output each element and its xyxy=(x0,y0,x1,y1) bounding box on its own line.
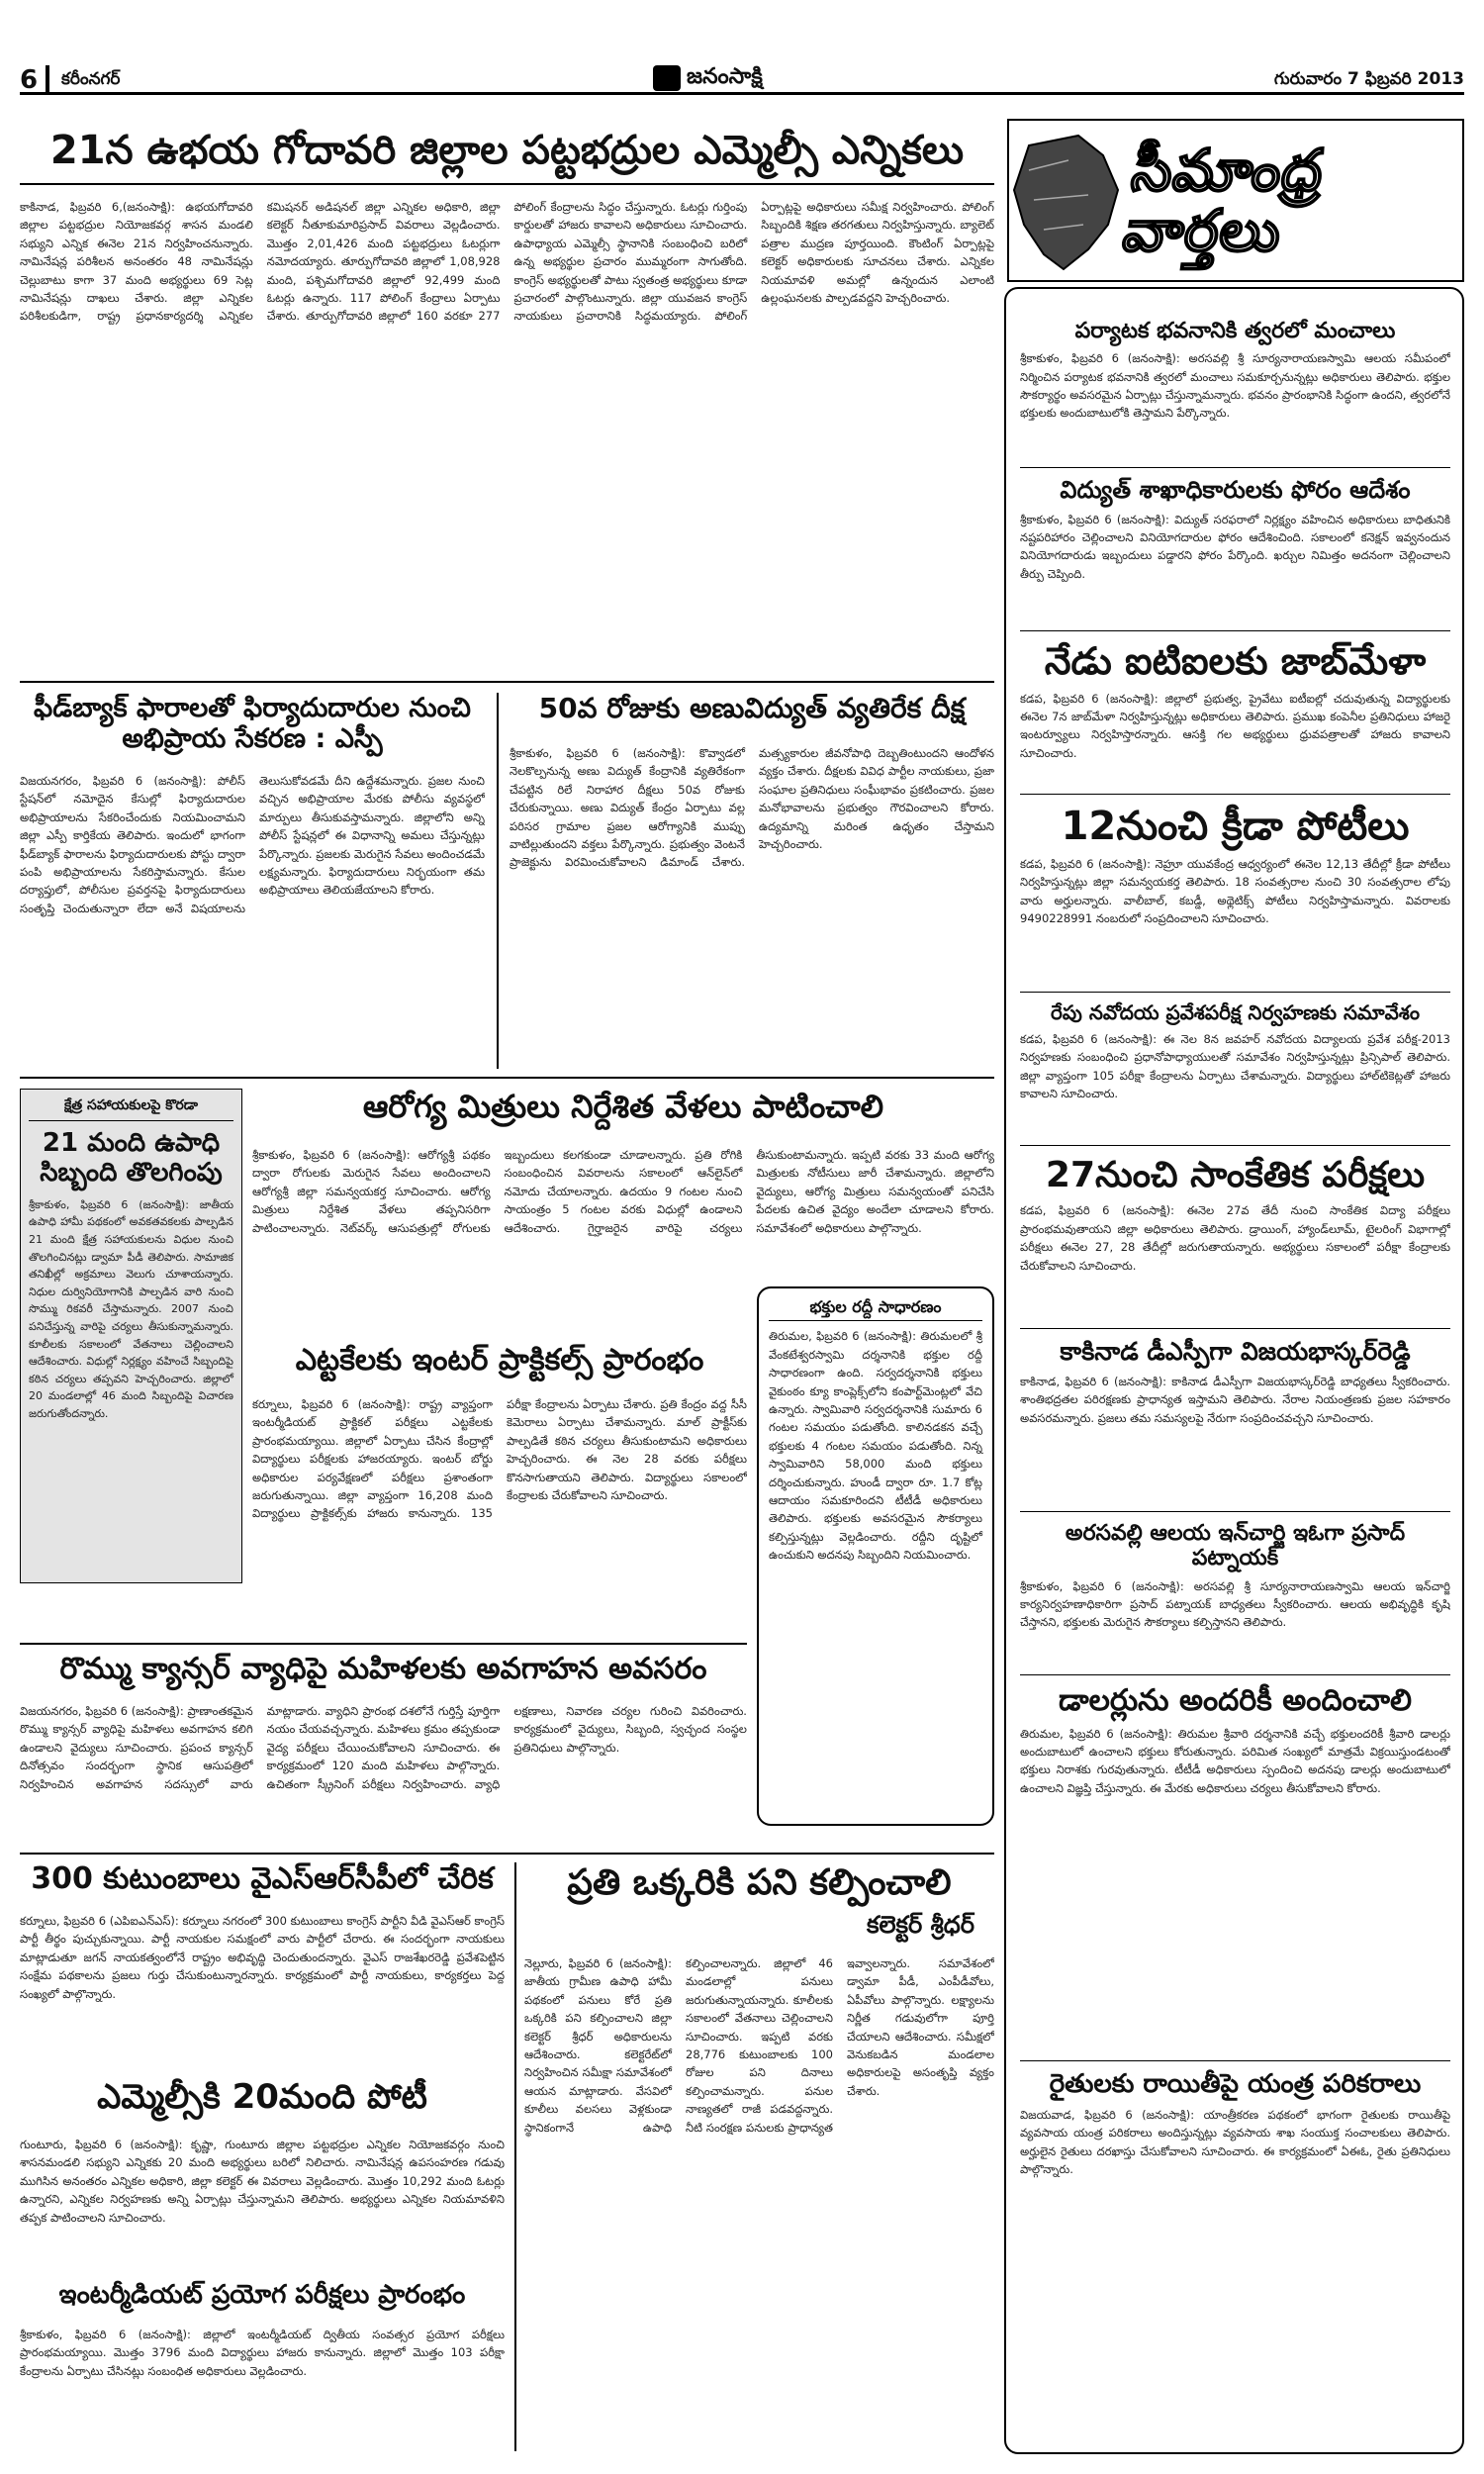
sidebar-item-body: తిరుమల, ఫిబ్రవరి 6 (జనంసాక్షి): తిరుమల శ్రీవారి దర్శనానికి వచ్చే భక్తులందరికీ శ్రీవారి డాలర్లు అందుబాటులో ఉంచాలని భక్తులు కోరుతున్నారు. పరిమిత సంఖ్యలో మాత్రమే విక్రయిస్తుండటంతో భక్తులు నిరాశకు గురవుతున్నారు. టీటీడీ అధికారులు స్పందించి అదనపు డాలర్లు అందుబాటులో ఉంచాలని విజ్ఞప్తి చేస్తున్నారు. ఈ మేరకు అధికారులు చర్యలు తీసుకోవాలని కోరారు. xyxy=(1020,1726,1450,1795)
sidebar-item-headline: అరసవల్లి ఆలయ ఇన్‌చార్జి ఇఓగా ప్రసాద్ పట్నాయక్ xyxy=(1065,1521,1406,1571)
logo-icon xyxy=(653,65,681,91)
sidebar-item-headline: రేపు నవోదయ ప్రవేశపరీక్ష నిర్వహణకు సమావేశం xyxy=(1051,1000,1420,1024)
sidebar-item-body: కాకినాడ, ఫిబ్రవరి 6 (జనంసాక్షి): కాకినాడ డీఎస్పీగా విజయభాస్కర్‌రెడ్డి బాధ్యతలు స్వీకరించారు. శాంతిభద్రతల పరిరక్షణకు ప్రాధాన్యత ఇస్తామని తెలిపారు. నేరాల నియంత్రణకు ప్రజల సహకారం అవసరమన్నారు. ప్రజలు తమ సమస్యలపై నేరుగా సంప్రదించవచ్చని సూచించారు. xyxy=(1020,1374,1450,1425)
column-divider xyxy=(514,1862,516,2451)
sidebar-item-body: శ్రీకాకుళం, ఫిబ్రవరి 6 (జనంసాక్షి): విద్యుత్ సరఫరాలో నిర్లక్ష్యం వహించిన అధికారులు బాధితునికి నష్టపరిహారం చెల్లించాలని వినియోగదారుల ఫోరం ఆదేశించింది. సకాలంలో కనెక్షన్ ఇవ్వనందున వినియోగదారుడు ఇబ్బందులు పడ్డారని ఫోరం పేర్కొంది. ఖర్చుల నిమిత్తం అదనంగా చెల్లించాలని తీర్పు చెప్పింది. xyxy=(1020,512,1450,581)
inter-practicals-body: కర్నూలు, ఫిబ్రవరి 6 (జనంసాక్షి): రాష్ట్ర వ్యాప్తంగా ఇంటర్మీడియట్ ప్రాక్టికల్ పరీక్షలు ఎట్టకేలకు ప్రారంభమయ్యాయి. జిల్లాలో ఏర్పాటు చేసిన కేంద్రాల్లో విద్యార్థులు పరీక్షలకు హాజరయ్యారు. ఇంటర్ బోర్డు అధికారుల పర్యవేక్షణలో పరీక్షలు ప్రశాంతంగా జరుగుతున్నాయి. జిల్లా వ్యాప్తంగా 16,208 మంది విద్యార్థులు ప్రాక్టికల్స్‌కు హాజరు కానున్నారు. 135 పరీక్షా కేంద్రాలను ఏర్పాటు చేశారు. ప్రతి కేంద్రం వద్ద సీసీ కెమెరాలు ఏర్పాటు చేశామన్నారు. మాల్ ప్రాక్టీస్‌కు పాల్పడితే కఠిన చర్యలు తీసుకుంటామని అధికారులు హెచ్చరించారు. ఈ నెల 28 వరకు పరీక్షలు కొనసాగుతాయని తెలిపారు. విద్యార్థులు సకాలంలో కేంద్రాలకు చేరుకోవాలని సూచించారు. xyxy=(252,1397,747,1521)
newspaper-name: జనంసాక్షి xyxy=(687,64,763,89)
pani-byline: కలెక్టర్ శ్రీధర్ xyxy=(866,1911,974,1939)
sidebar-divider xyxy=(1020,1328,1450,1329)
mlc-potee-body: గుంటూరు, ఫిబ్రవరి 6 (జనంసాక్షి): కృష్ణా, గుంటూరు జిల్లాల పట్టభద్రుల ఎన్నికల నియోజకవర్గం నుంచి శాసనమండలి సభ్యుని ఎన్నికకు 20 మంది అభ్యర్థులు బరిలో నిలిచారు. నామినేషన్ల ఉపసంహరణ గడువు ముగిసిన అనంతరం ఎన్నికల అధికారి, జిల్లా కలెక్టర్ ఈ వివరాలు వెల్లడించారు. మొత్తం 10,292 మంది ఓటర్లు ఉన్నారని, ఎన్నికల నిర్వహణకు అన్ని ఏర్పాట్లు చేస్తున్నామని తెలిపారు. అభ్యర్థులు ఎన్నికల నియమావళిని తప్పక పాటించాలని సూచించారు. xyxy=(20,2138,505,2225)
sidebar-divider xyxy=(1020,467,1450,468)
newspaper-logo xyxy=(653,63,831,93)
bhaktula-headline: భక్తుల రద్దీ సాధారణం xyxy=(769,1298,982,1321)
section-divider xyxy=(20,1643,747,1645)
sidebar-divider xyxy=(1020,1145,1450,1146)
sidebar-item xyxy=(1020,1338,1450,1506)
issue-date: గురువారం 7 ఫిబ్రవరి 2013 xyxy=(1273,69,1464,89)
sidebar-divider xyxy=(1020,2060,1450,2061)
sidebar-item-headline: పర్యాటక భవనానికి త్వరలో మంచాలు xyxy=(1074,319,1396,343)
ysrcp-body: కర్నూలు, ఫిబ్రవరి 6 (ఎపిఐఎన్ఎస్): కర్నూలు నగరంలో 300 కుటుంబాలు కాంగ్రెస్ పార్టీని వీడి వైఎస్‌ఆర్ కాంగ్రెస్ పార్టీ తీర్థం పుచ్చుకున్నాయి. పార్టీ నాయకుల సమక్షంలో వారు పార్టీలో చేరారు. ఈ సందర్భంగా నాయకులు మాట్లాడుతూ జగన్ నాయకత్వంలోనే రాష్ట్రం అభివృద్ధి చెందుతుందన్నారు. వైఎస్ రాజశేఖరరెడ్డి ప్రవేశపెట్టిన సంక్షేమ పథకాలను ప్రజలు గుర్తు చేసుకుంటున్నారన్నారు. కార్యక్రమంలో పార్టీ నాయకులు, కార్యకర్తలు పెద్ద సంఖ్యలో పాల్గొన్నారు. xyxy=(20,1914,505,2001)
page-number: 6 xyxy=(20,65,39,95)
feedback-body: విజయనగరం, ఫిబ్రవరి 6 (జనంసాక్షి): పోలీస్ స్టేషన్‌లో నమోదైన కేసుల్లో ఫిర్యాదుదారుల అభిప్రాయాలను సేకరించేందుకు నియమించామని జిల్లా ఎస్పీ కార్తికేయ తెలిపారు. ఇందులో భాగంగా ఫీడ్‌బ్యాక్ ఫారాలను ఫిర్యాదుదారులకు పోస్టు ద్వారా పంపి అభిప్రాయాలను సేకరిస్తామన్నారు. కేసుల దర్యాప్తులో, పోలీసుల ప్రవర్తనపై ఫిర్యాదుదారులు సంతృప్తి చెందుతున్నారా లేదా అనే విషయాలను తెలుసుకోవడమే దీని ఉద్దేశమన్నారు. ప్రజల నుంచి వచ్చిన అభిప్రాయాల మేరకు పోలీసు వ్యవస్థలో మార్పులు తీసుకువస్తామన్నారు. జిల్లాలోని అన్ని పోలీస్ స్టేషన్లలో ఈ విధానాన్ని అమలు చేస్తున్నట్లు పేర్కొన్నారు. ప్రజలకు మెరుగైన సేవలు అందించడమే లక్ష్యమన్నారు. ఫిర్యాదుదారులు నిర్భయంగా తమ అభిప్రాయాలు తెలియజేయాలని కోరారు. xyxy=(20,774,485,915)
sidebar-divider xyxy=(1020,630,1450,631)
section-divider xyxy=(20,1077,994,1079)
sidebar-item xyxy=(1020,319,1450,458)
upadhi-headline: 21 మంది ఉపాధి సిబ్బంది తొలగింపు xyxy=(40,1128,223,1188)
inter-prayoga-body: శ్రీకాకుళం, ఫిబ్రవరి 6 (జనంసాక్షి): జిల్లాలో ఇంటర్మీడియట్ ద్వితీయ సంవత్సర ప్రయోగ పరీక్షలు ప్రారంభమయ్యాయి. మొత్తం 3796 మంది విద్యార్థులు హాజరు కానున్నారు. జిల్లాలో మొత్తం 103 పరీక్షా కేంద్రాలను ఏర్పాటు చేసినట్లు సంబంధిత అధికారులు వెల్లడించారు. xyxy=(20,2328,505,2378)
sidebar-item-headline: 27నుంచి సాంకేతిక పరీక్షలు xyxy=(1045,1155,1426,1195)
lead-headline: 21న ఉభయ గోదావరి జిల్లాల పట్టభద్రుల ఎమ్మెల్సీ ఎన్నికలు xyxy=(20,124,994,185)
upadhi-tag: క్షేత్ర సహాయకులపై కొరడా xyxy=(29,1097,233,1121)
feedback-headline xyxy=(20,693,485,754)
pani-headline: ప్రతి ఒక్కరికి పని కల్పించాలి xyxy=(567,1862,952,1903)
ysrcp-headline: 300 కుటుంబాలు వైఎస్‌ఆర్‌సీపీలో చేరిక xyxy=(31,1861,494,1896)
sidebar-item xyxy=(1020,2070,1450,2403)
sidebar-item-headline: డాలర్లును అందరికీ అందించాలి xyxy=(1059,1683,1412,1718)
section-divider xyxy=(20,1853,994,1855)
feedback-headline-line-2: అభిప్రాయ సేకరణ : ఎస్పీ xyxy=(122,723,383,755)
sidebar-item-headline: కాకినాడ డీఎస్పీగా విజయభాస్కర్‌రెడ్డి xyxy=(1060,1337,1411,1366)
seemandhra-banner xyxy=(1007,119,1464,282)
sidebar-divider xyxy=(1020,794,1450,795)
sidebar-item-headline: నేడు ఐటిఐలకు జాబ్‌మేళా xyxy=(1044,639,1427,683)
upadhi-box xyxy=(20,1089,242,1583)
sidebar-item-body: కడప, ఫిబ్రవరి 6 (జనంసాక్షి): నెహ్రూ యువకేంద్ర ఆధ్వర్యంలో ఈనెల 12,13 తేదీల్లో క్రీడా పోటీలు నిర్వహిస్తున్నట్లు జిల్లా సమన్వయకర్త తెలిపారు. 18 సంవత్సరాల నుంచి 30 సంవత్సరాల లోపు వారు అర్హులన్నారు. వాలీబాల్, కబడ్డీ, అథ్లెటిక్స్ పోటీలు నిర్వహిస్తామన్నారు. వివరాలకు 9490228991 నంబరులో సంప్రదించాలని సూచించారు. xyxy=(1020,857,1450,926)
bhaktula-box xyxy=(757,1286,994,1826)
inter-prayoga-headline: ఇంటర్మీడియట్ ప్రయోగ పరీక్షలు ప్రారంభం xyxy=(58,2280,466,2310)
sidebar-item xyxy=(1020,477,1450,624)
mlc-potee-headline: ఎమ్మెల్సీకి 20మంది పోటీ xyxy=(97,2077,427,2117)
column-divider xyxy=(497,693,499,1069)
sidebar-item xyxy=(1020,804,1450,984)
feedback-headline-line-1: ఫీడ్‌బ్యాక్ ఫారాలతో ఫిర్యాదుదారుల నుంచి xyxy=(34,693,471,723)
banner-title: సీమాంధ్ర వార్తలు xyxy=(1119,137,1329,264)
pani-body: నెల్లూరు, ఫిబ్రవరి 6 (జనంసాక్షి): జాతీయ గ్రామీణ ఉపాధి హామీ పథకంలో పనులు కోరే ప్రతి ఒక్కరికి పని కల్పించాలని జిల్లా కలెక్టర్ శ్రీధర్ అధికారులను ఆదేశించారు. కలెక్టరేట్‌లో నిర్వహించిన సమీక్షా సమావేశంలో ఆయన మాట్లాడారు. వేసవిలో కూలీలు వలసలు వెళ్లకుండా స్థానికంగానే ఉపాధి కల్పించాలన్నారు. జిల్లాలో 46 మండలాల్లో పనులు జరుగుతున్నాయన్నారు. కూలీలకు సకాలంలో వేతనాలు చెల్లించాలని సూచించారు. ఇప్పటి వరకు 28,776 కుటుంబాలకు 100 రోజుల పని దినాలు కల్పించామన్నారు. పనుల నాణ్యతలో రాజీ పడవద్దన్నారు. నీటి సంరక్షణ పనులకు ప్రాధాన్యత ఇవ్వాలన్నారు. సమావేశంలో డ్వామా పీడీ, ఎంపీడీవోలు, ఏపీవోలు పాల్గొన్నారు. లక్ష్యాలను నిర్ణీత గడువులోగా పూర్తి చేయాలని ఆదేశించారు. సమీక్షలో వెనుకబడిన మండలాల అధికారులపై అసంతృప్తి వ్యక్తం చేశారు. xyxy=(524,1956,994,2135)
section-divider xyxy=(20,681,994,683)
sidebar-news-panel xyxy=(1004,287,1464,2454)
inter-practicals-headline: ఎట్టకేలకు ఇంటర్ ప్రాక్టికల్స్ ప్రారంభం xyxy=(295,1343,704,1378)
arogya-headline: ఆరోగ్య మిత్రులు నిర్దేశిత వేళలు పాటించాలి xyxy=(362,1088,884,1125)
page-number-divider xyxy=(46,65,49,93)
bhaktula-body: తిరుమల, ఫిబ్రవరి 6 (జనంసాక్షి): తిరుమలలో శ్రీ వేంకటేశ్వరస్వామి దర్శనానికి భక్తుల రద్దీ సాధారణంగా ఉంది. సర్వదర్శనానికి భక్తులు వైకుంఠం క్యూ కాంప్లెక్స్‌లోని కంపార్ట్‌మెంట్లలో వేచి ఉన్నారు. స్వామివారి సర్వదర్శనానికి సుమారు 6 గంటల సమయం పడుతోంది. కాలినడకన వచ్చే భక్తులకు 4 గంటల సమయం పడుతోంది. నిన్న స్వామివారిని 58,000 మంది భక్తులు దర్శించుకున్నారు. హుండీ ద్వారా రూ. 1.7 కోట్ల ఆదాయం సమకూరిందని టీటీడీ అధికారులు తెలిపారు. భక్తులకు అవసరమైన సౌకర్యాలు కల్పిస్తున్నట్లు వెల్లడించారు. రద్దీని దృష్టిలో ఉంచుకుని అదనపు సిబ్బందిని నియమించారు. xyxy=(769,1329,982,1563)
sidebar-item xyxy=(1020,1684,1450,2042)
sidebar-item-body: విజయవాడ, ఫిబ్రవరి 6 (జనంసాక్షి): యాంత్రీకరణ పథకంలో భాగంగా రైతులకు రాయితీపై వ్యవసాయ యంత్ర పరికరాలు అందిస్తున్నట్లు వ్యవసాయ శాఖ సంయుక్త సంచాలకులు తెలిపారు. అర్హులైన రైతులు దరఖాస్తు చేసుకోవాలని సూచించారు. ఈ కార్యక్రమంలో ఏఈఓ, రైతు ప్రతినిధులు పాల్గొన్నారు. xyxy=(1020,2107,1450,2177)
state-map-icon xyxy=(1009,131,1123,274)
sidebar-divider xyxy=(1020,1511,1450,1512)
sidebar-divider xyxy=(1020,992,1450,993)
cancer-body: విజయనగరం, ఫిబ్రవరి 6 (జనంసాక్షి): ప్రాణాంతకమైన రొమ్ము క్యాన్సర్ వ్యాధిపై మహిళలు అవగాహన కలిగి ఉండాలని వైద్యులు సూచించారు. ప్రపంచ క్యాన్సర్ దినోత్సవం సందర్భంగా స్థానిక ఆసుపత్రిలో నిర్వహించిన అవగాహన సదస్సులో వారు మాట్లాడారు. వ్యాధిని ప్రారంభ దశలోనే గుర్తిస్తే పూర్తిగా నయం చేయవచ్చన్నారు. మహిళలు క్రమం తప్పకుండా వైద్య పరీక్షలు చేయించుకోవాలని సూచించారు. ఈ కార్యక్రమంలో 120 మంది మహిళలు పాల్గొన్నారు. ఉచితంగా స్క్రీనింగ్ పరీక్షలు నిర్వహించారు. వ్యాధి లక్షణాలు, నివారణ చర్యల గురించి వివరించారు. కార్యక్రమంలో వైద్యులు, సిబ్బంది, స్వచ్ఛంద సంస్థల ప్రతినిధులు పాల్గొన్నారు. xyxy=(20,1704,747,1791)
sidebar-item-body: కడప, ఫిబ్రవరి 6 (జనంసాక్షి): ఈ నెల 8న జవహర్ నవోదయ విద్యాలయ ప్రవేశ పరీక్ష-2013 నిర్వహణకు సంబంధించి ప్రధానోపాధ్యాయులతో సమావేశం నిర్వహిస్తున్నట్లు ప్రిన్సిపాల్ తెలిపారు. జిల్లా వ్యాప్తంగా 105 పరీక్షా కేంద్రాలను ఏర్పాటు చేశామన్నారు. విద్యార్థులు హాల్‌టికెట్లతో హాజరు కావాలని సూచించారు. xyxy=(1020,1032,1450,1101)
sidebar-item-headline: 12నుంచి క్రీడా పోటీలు xyxy=(1061,804,1410,849)
edition-label: కరీంనగర్ xyxy=(61,69,121,89)
arogya-body: శ్రీకాకుళం, ఫిబ్రవరి 6 (జనంసాక్షి): ఆరోగ్యశ్రీ పథకం ద్వారా రోగులకు మెరుగైన సేవలు అందించాలని ఆరోగ్యశ్రీ జిల్లా సమన్వయకర్త సూచించారు. ఆరోగ్య మిత్రులు నిర్దేశిత వేళలు తప్పనిసరిగా పాటించాలన్నారు. నెట్‌వర్క్ ఆసుపత్రుల్లో రోగులకు ఇబ్బందులు కలగకుండా చూడాలన్నారు. ప్రతి రోగికి సంబంధించిన వివరాలను సకాలంలో ఆన్‌లైన్‌లో నమోదు చేయాలన్నారు. ఉదయం 9 గంటల నుంచి సాయంత్రం 5 గంటల వరకు విధుల్లో ఉండాలని ఆదేశించారు. గైర్హాజరైన వారిపై చర్యలు తీసుకుంటామన్నారు. ఇప్పటి వరకు 33 మంది ఆరోగ్య మిత్రులకు నోటీసులు జారీ చేశామన్నారు. జిల్లాలోని వైద్యులు, ఆరోగ్య మిత్రులు సమన్వయంతో పనిచేసి పేదలకు ఉచిత వైద్యం అందేలా చూడాలని కోరారు. సమావేశంలో అధికారులు పాల్గొన్నారు. xyxy=(252,1148,994,1235)
sidebar-item-body: శ్రీకాకుళం, ఫిబ్రవరి 6 (జనంసాక్షి): అరసవల్లి శ్రీ సూర్యనారాయణస్వామి ఆలయ ఇన్‌చార్జి కార్యనిర్వహణాధికారిగా ప్రసాద్ పట్నాయక్ బాధ్యతలు స్వీకరించారు. ఆలయ అభివృద్ధికి కృషి చేస్తానని, భక్తులకు మెరుగైన సౌకర్యాలు కల్పిస్తానని తెలిపారు. xyxy=(1020,1578,1450,1630)
sidebar-divider xyxy=(1020,1674,1450,1675)
sidebar-item-body: కడప, ఫిబ్రవరి 6 (జనంసాక్షి): ఈనెల 27వ తేదీ నుంచి సాంకేతిక విద్యా పరీక్షలు ప్రారంభమవుతాయని జిల్లా అధికారులు తెలిపారు. డ్రాయింగ్, హ్యాండ్‌లూమ్, టైలరింగ్ విభాగాల్లో పరీక్షలు ఈనెల 27, 28 తేదీల్లో జరుగుతాయన్నారు. అభ్యర్థులు సకాలంలో పరీక్షా కేంద్రాలకు చేరుకోవాలని సూచించారు. xyxy=(1020,1203,1450,1273)
upadhi-body: శ్రీకాకుళం, ఫిబ్రవరి 6 (జనంసాక్షి): జాతీయ ఉపాధి హామీ పథకంలో అవకతవకలకు పాల్పడిన 21 మంది క్షేత్ర సహాయకులను విధుల నుంచి తొలగించినట్లు డ్వామా పీడీ తెలిపారు. సామాజిక తనిఖీల్లో అక్రమాలు వెలుగు చూశాయన్నారు. నిధుల దుర్వినియోగానికి పాల్పడిన వారి నుంచి సొమ్ము రికవరీ చేస్తామన్నారు. 2007 నుంచి పనిచేస్తున్న వారిపై చర్యలు తీసుకున్నామన్నారు. కూలీలకు సకాలంలో వేతనాలు చెల్లించాలని ఆదేశించారు. విధుల్లో నిర్లక్ష్యం వహించే సిబ్బందిపై కఠిన చర్యలు తప్పవని హెచ్చరించారు. జిల్లాలో 20 మండలాల్లో 46 మంది సిబ్బందిపై విచారణ జరుగుతోందన్నారు. xyxy=(29,1197,233,1420)
sidebar-item-headline: విద్యుత్ శాఖాధికారులకు ఫోరం ఆదేశం xyxy=(1060,476,1411,504)
lead-body: కాకినాడ, ఫిబ్రవరి 6,(జనంసాక్షి): ఉభయగోదావరి జిల్లాల పట్టభద్రుల నియోజకవర్గ శాసన మండలి సభ్యుని ఎన్నిక ఈనెల 21న నిర్వహించనున్నారు. నామినేషన్ల పరిశీలన అనంతరం 48 నామినేషన్లు చెల్లుబాటు కాగా 37 మంది అభ్యర్థులు 69 సెట్ల నామినేషన్లు దాఖలు చేశారు. జిల్లా ఎన్నికల పరిశీలకుడిగా, రాష్ట్ర ప్రధానకార్యదర్శి ఎన్నికల కమిషనర్ అడిషనల్ జిల్లా ఎన్నికల అధికారి, జిల్లా కలెక్టర్ నీతూకుమారిప్రసాద్ వివరాలు వెల్లడించారు. మొత్తం 2,01,426 మంది పట్టభద్రులు ఓటర్లుగా నమోదయ్యారు. తూర్పుగోదావరి జిల్లాలో 1,08,928 మంది, పశ్చిమగోదావరి జిల్లాలో 92,499 మంది ఓటర్లు ఉన్నారు. 117 పోలింగ్ కేంద్రాలు ఏర్పాటు చేశారు. తూర్పుగోదావరి జిల్లాలో 160 వరకూ 277 పోలింగ్ కేంద్రాలను సిద్ధం చేస్తున్నారు. ఓటర్లు గుర్తింపు కార్డులతో హాజరు కావాలని అధికారులు సూచించారు. ఉపాధ్యాయ ఎమ్మెల్సీ స్థానానికి సంబంధించి బరిలో ఉన్న అభ్యర్థుల ప్రచారం ముమ్మరంగా సాగుతోంది. కాంగ్రెస్ అభ్యర్థులతో పాటు స్వతంత్ర అభ్యర్థులు కూడా ప్రచారంలో పాల్గొంటున్నారు. జిల్లా యువజన కాంగ్రెస్ నాయకులు ప్రచారానికి సిద్ధమయ్యారు. పోలింగ్ ఏర్పాట్లపై అధికారులు సమీక్ష నిర్వహించారు. పోలింగ్ సిబ్బందికి శిక్షణ తరగతులు నిర్వహిస్తున్నారు. బ్యాలెట్ పత్రాల ముద్రణ పూర్తయింది. కౌంటింగ్ ఏర్పాట్లపై కలెక్టర్ అధికారులకు సూచనలు చేశారు. ఎన్నికల నియమావళి అమల్లో ఉన్నందున ఎలాంటి ఉల్లంఘనలకు పాల్పడవద్దని హెచ్చరించారు. xyxy=(20,200,994,324)
sidebar-item xyxy=(1020,640,1450,789)
sidebar-item xyxy=(1020,1001,1450,1139)
cancer-headline: రొమ్ము క్యాన్సర్ వ్యాధిపై మహిళలకు అవగాహన అవసరం xyxy=(59,1652,707,1686)
sidebar-item-body: కడప, ఫిబ్రవరి 6 (జనంసాక్షి): జిల్లాలో ప్రభుత్వ, ప్రైవేటు ఐటీఐల్లో చదువుతున్న విద్యార్థులకు ఈనెల 7న జాబ్‌మేళా నిర్వహిస్తున్నట్లు అధికారులు తెలిపారు. ప్రముఖ కంపెనీల ప్రతినిధులు హాజరై ఇంటర్వ్యూలు నిర్వహిస్తారన్నారు. ఆసక్తి గల అభ్యర్థులు ధ్రువపత్రాలతో హాజరు కావాలని సూచించారు. xyxy=(1020,691,1450,760)
anuvidyut-headline: 50వ రోజుకు అణువిద్యుత్ వ్యతిరేక దీక్ష xyxy=(538,692,966,724)
sidebar-item xyxy=(1020,1521,1450,1696)
sidebar-item-body: శ్రీకాకుళం, ఫిబ్రవరి 6 (జనంసాక్షి): అరసవల్లి శ్రీ సూర్యనారాయణస్వామి ఆలయ సమీపంలో నిర్మించిన పర్యాటక భవనానికి త్వరలో మంచాలు సమకూర్చనున్నట్లు అధికారులు తెలిపారు. భక్తుల సౌకర్యార్థం అవసరమైన ఏర్పాట్లు చేస్తున్నామన్నారు. భవనం ప్రారంభానికి సిద్ధంగా ఉందని, త్వరలోనే భక్తులకు అందుబాటులోకి తెస్తామని పేర్కొన్నారు. xyxy=(1020,351,1450,421)
anuvidyut-body: శ్రీకాకుళం, ఫిబ్రవరి 6 (జనంసాక్షి): కొవ్వాడలో నెలకొల్పనున్న అణు విద్యుత్ కేంద్రానికి వ్యతిరేకంగా చేపట్టిన రిలే నిరాహార దీక్షలు 50వ రోజుకు చేరుకున్నాయి. అణు విద్యుత్ కేంద్రం ఏర్పాటు వల్ల పరిసర గ్రామాల ప్రజల ఆరోగ్యానికి ముప్పు వాటిల్లుతుందని వక్తలు పేర్కొన్నారు. ప్రభుత్వం వెంటనే ప్రాజెక్టును విరమించుకోవాలని డిమాండ్ చేశారు. మత్స్యకారుల జీవనోపాధి దెబ్బతింటుందని ఆందోళన వ్యక్తం చేశారు. దీక్షలకు వివిధ పార్టీల నాయకులు, ప్రజా సంఘాల ప్రతినిధులు సంఘీభావం ప్రకటించారు. ప్రజల మనోభావాలను ప్రభుత్వం గౌరవించాలని కోరారు. ఉద్యమాన్ని మరింత ఉధృతం చేస్తామని హెచ్చరించారు. xyxy=(510,746,994,870)
sidebar-item xyxy=(1020,1155,1450,1315)
sidebar-item-headline: రైతులకు రాయితీపై యంత్ర పరికరాలు xyxy=(1049,2069,1422,2099)
masthead xyxy=(20,61,1464,95)
